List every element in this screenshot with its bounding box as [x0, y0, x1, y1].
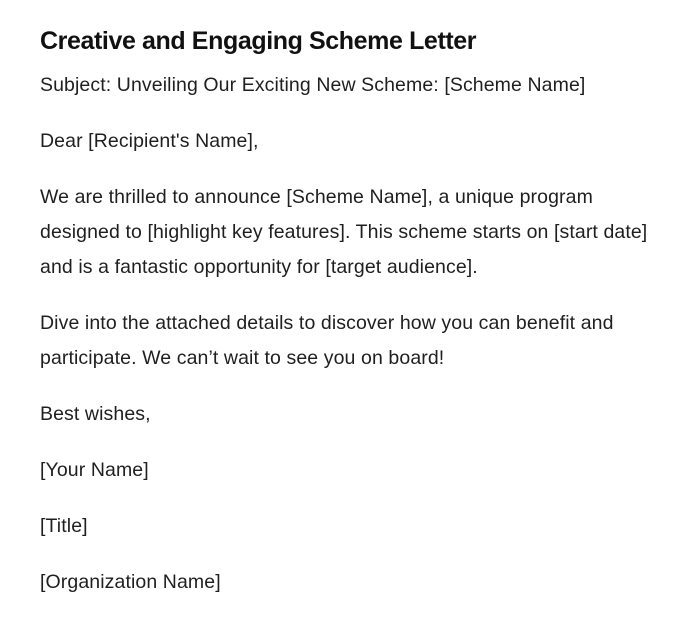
letter-closing: Best wishes, [40, 403, 151, 425]
signature-title: [Title] [40, 515, 88, 537]
letter-body-paragraph-2: Dive into the attached details to discover how you can benefit and participate. We can’t wait to see you on board! [40, 312, 614, 369]
letter-subject: Subject: Unveiling Our Exciting New Scheme: [Scheme Name] [40, 74, 586, 96]
letter-body-paragraph-1: We are thrilled to announce [Scheme Name], a unique program designed to [highlight key features]. This scheme starts on [start date] and is a fantastic opportunity for [target audience]. [40, 186, 648, 278]
signature-organization: [Organization Name] [40, 571, 221, 593]
signature-name: [Your Name] [40, 459, 149, 481]
letter-title: Creative and Engaging Scheme Letter [40, 27, 477, 55]
letter-salutation: Dear [Recipient's Name], [40, 130, 259, 152]
